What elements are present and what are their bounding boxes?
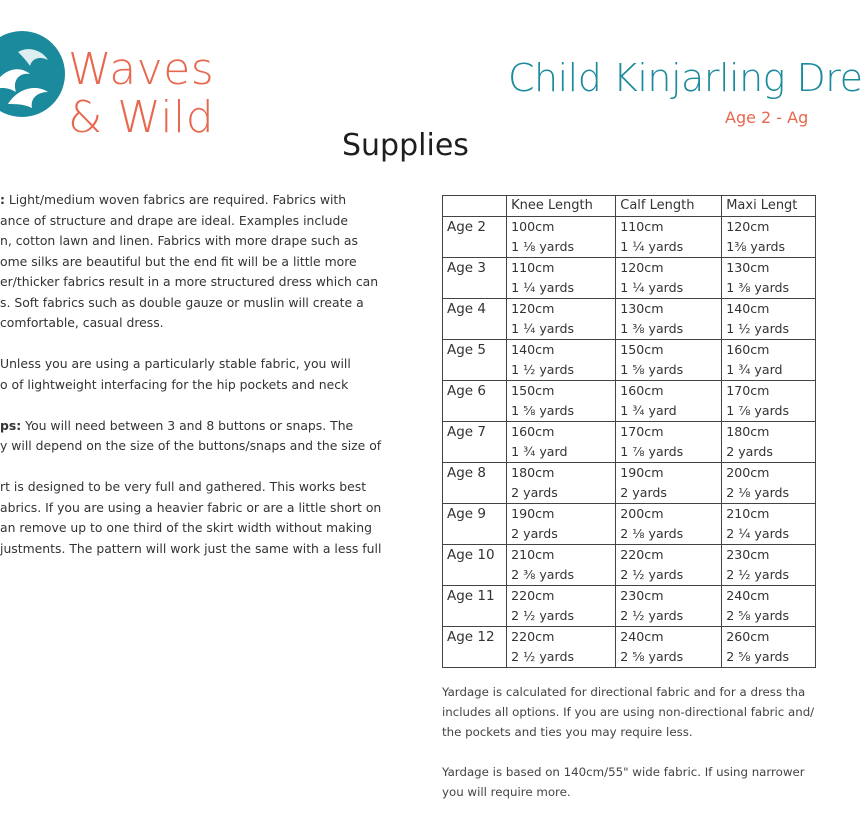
yardage-table bbox=[442, 195, 816, 668]
yardage-imperial: 1 ¾ yard bbox=[511, 444, 568, 459]
yardage-metric: 150cm bbox=[620, 342, 664, 357]
yardage-metric: 170cm bbox=[726, 383, 770, 398]
yardage-imperial: 1⅜ yards bbox=[726, 239, 786, 254]
yardage-metric: 120cm bbox=[726, 219, 770, 234]
yardage-imperial: 1 ⅜ yards bbox=[726, 280, 790, 295]
yardage-cell bbox=[507, 463, 616, 504]
yardage-metric: 140cm bbox=[511, 342, 555, 357]
table-row bbox=[443, 299, 816, 340]
brand-line-2: & Wild bbox=[68, 92, 215, 143]
yardage-cell bbox=[616, 586, 722, 627]
note-line: ome silks are beautiful but the end fit will be a little more bbox=[0, 253, 357, 269]
yardage-cell bbox=[507, 258, 616, 299]
age-cell: Age 6 bbox=[443, 381, 507, 422]
yardage-cell bbox=[507, 381, 616, 422]
brand-name bbox=[68, 46, 214, 142]
note-buttons-label: ps: bbox=[0, 417, 22, 433]
yardage-metric: 240cm bbox=[620, 629, 664, 644]
yardage-metric: 140cm bbox=[726, 301, 770, 316]
footnotes bbox=[442, 682, 816, 822]
table-row bbox=[443, 586, 816, 627]
yardage-cell bbox=[616, 422, 722, 463]
yardage-imperial: 2 ⅝ yards bbox=[726, 608, 790, 623]
age-cell: Age 3 bbox=[443, 258, 507, 299]
yardage-metric: 200cm bbox=[620, 506, 664, 521]
section-title: Supplies bbox=[342, 128, 469, 163]
yardage-metric: 230cm bbox=[620, 588, 664, 603]
yardage-metric: 160cm bbox=[726, 342, 770, 357]
yardage-metric: 260cm bbox=[726, 629, 770, 644]
header-knee-length: Knee Length bbox=[507, 196, 616, 217]
yardage-cell bbox=[722, 381, 816, 422]
note-line: s. Soft fabrics such as double gauze or muslin will create a bbox=[0, 294, 364, 310]
table-row bbox=[443, 258, 816, 299]
age-range: Age 2 - Ag bbox=[725, 108, 809, 127]
yardage-imperial: 1 ¼ yards bbox=[620, 239, 684, 254]
wave-logo-icon bbox=[0, 30, 66, 118]
yardage-metric: 190cm bbox=[620, 465, 664, 480]
pattern-title: Child Kinjarling Dre bbox=[508, 56, 862, 100]
yardage-imperial: 1 ¾ yard bbox=[620, 403, 677, 418]
yardage-cell bbox=[616, 340, 722, 381]
yardage-metric: 220cm bbox=[511, 629, 555, 644]
yardage-cell bbox=[616, 258, 722, 299]
yardage-imperial: 2 ½ yards bbox=[511, 649, 575, 664]
footnote-line: you will require more. bbox=[442, 785, 571, 799]
yardage-cell bbox=[616, 463, 722, 504]
yardage-cell bbox=[507, 545, 616, 586]
yardage-metric: 110cm bbox=[620, 219, 664, 234]
yardage-cell bbox=[616, 627, 722, 668]
table-row bbox=[443, 340, 816, 381]
yardage-imperial: 2 yards bbox=[620, 485, 667, 500]
note-buttons bbox=[0, 416, 400, 457]
yardage-metric: 160cm bbox=[511, 424, 555, 439]
note-line: Light/medium woven fabrics are required. Fabrics with bbox=[4, 192, 347, 207]
yardage-cell bbox=[507, 217, 616, 258]
header-maxi-length: Maxi Lengt bbox=[722, 196, 816, 217]
yardage-metric: 180cm bbox=[726, 424, 770, 439]
yardage-cell bbox=[507, 340, 616, 381]
note-skirt bbox=[0, 477, 400, 559]
yardage-table-wrap bbox=[442, 195, 816, 668]
yardage-imperial: 2 ⅜ yards bbox=[511, 567, 575, 582]
yardage-imperial: 2 ⅝ yards bbox=[726, 649, 790, 664]
note-line: ance of structure and drape are ideal. Examples include bbox=[0, 212, 348, 228]
yardage-imperial: 1 ¼ yards bbox=[511, 321, 575, 336]
note-interfacing bbox=[0, 354, 400, 395]
age-cell: Age 4 bbox=[443, 299, 507, 340]
yardage-imperial: 1 ½ yards bbox=[511, 362, 575, 377]
note-line: n, cotton lawn and linen. Fabrics with more drape such as bbox=[0, 233, 358, 248]
age-cell: Age 12 bbox=[443, 627, 507, 668]
yardage-metric: 190cm bbox=[511, 506, 555, 521]
yardage-cell bbox=[616, 381, 722, 422]
yardage-cell bbox=[507, 627, 616, 668]
yardage-metric: 130cm bbox=[726, 260, 770, 275]
footnote-line: Yardage is calculated for directional fabric and for a dress tha bbox=[442, 685, 806, 699]
yardage-cell bbox=[616, 504, 722, 545]
yardage-imperial: 1 ⅜ yards bbox=[620, 321, 684, 336]
yardage-cell bbox=[507, 299, 616, 340]
yardage-imperial: 1 ¾ yard bbox=[726, 362, 783, 377]
yardage-imperial: 2 ¼ yards bbox=[726, 526, 790, 541]
note-line: rt is designed to be very full and gathered. This works best bbox=[0, 479, 367, 494]
yardage-cell bbox=[507, 504, 616, 545]
age-cell: Age 2 bbox=[443, 217, 507, 258]
note-line: y will depend on the size of the buttons/snaps and the size of bbox=[0, 438, 382, 453]
yardage-imperial: 1 ¼ yards bbox=[620, 280, 684, 295]
table-row bbox=[443, 422, 816, 463]
yardage-metric: 110cm bbox=[511, 260, 555, 275]
footnote-directional bbox=[442, 682, 816, 742]
yardage-imperial: 1 ⅝ yards bbox=[620, 362, 684, 377]
footnote-line: includes all options. If you are using non-directional fabric and/ bbox=[442, 705, 815, 719]
age-cell: Age 11 bbox=[443, 586, 507, 627]
yardage-cell bbox=[616, 299, 722, 340]
footnote-line: the pockets and ties you may require less. bbox=[442, 725, 693, 739]
table-row bbox=[443, 217, 816, 258]
yardage-metric: 220cm bbox=[511, 588, 555, 603]
note-line: er/thicker fabrics result in a more structured dress which can bbox=[0, 274, 379, 289]
table-row bbox=[443, 504, 816, 545]
yardage-imperial: 1 ½ yards bbox=[726, 321, 790, 336]
yardage-cell bbox=[722, 340, 816, 381]
header-calf-length: Calf Length bbox=[616, 196, 722, 217]
yardage-imperial: 2 ⅝ yards bbox=[620, 649, 684, 664]
yardage-metric: 150cm bbox=[511, 383, 555, 398]
yardage-imperial: 2 ⅛ yards bbox=[620, 526, 684, 541]
footnote-width bbox=[442, 762, 816, 802]
brand-line-1: Waves bbox=[68, 44, 215, 95]
yardage-cell bbox=[616, 217, 722, 258]
note-line: comfortable, casual dress. bbox=[0, 315, 164, 330]
age-cell: Age 8 bbox=[443, 463, 507, 504]
table-header-row bbox=[443, 196, 816, 217]
note-line: You will need between 3 and 8 buttons or snaps. The bbox=[21, 417, 354, 433]
yardage-metric: 240cm bbox=[726, 588, 770, 603]
note-line: o of lightweight interfacing for the hip pockets and neck bbox=[0, 376, 349, 392]
yardage-imperial: 2 ½ yards bbox=[620, 567, 684, 582]
yardage-metric: 160cm bbox=[620, 383, 664, 398]
yardage-imperial: 1 ⅞ yards bbox=[726, 403, 790, 418]
table-body bbox=[443, 217, 816, 668]
yardage-cell bbox=[722, 299, 816, 340]
note-fabric bbox=[0, 190, 400, 334]
yardage-cell bbox=[507, 422, 616, 463]
yardage-imperial: 2 ½ yards bbox=[511, 608, 575, 623]
yardage-cell bbox=[507, 586, 616, 627]
note-line: Unless you are using a particularly stable fabric, you will bbox=[0, 356, 351, 371]
yardage-metric: 130cm bbox=[620, 301, 664, 316]
yardage-metric: 220cm bbox=[620, 547, 664, 562]
note-fabric-label: : bbox=[0, 192, 5, 207]
yardage-imperial: 1 ⅞ yards bbox=[620, 444, 684, 459]
yardage-cell bbox=[722, 217, 816, 258]
yardage-imperial: 2 yards bbox=[511, 526, 558, 541]
yardage-imperial: 1 ¼ yards bbox=[511, 280, 575, 295]
yardage-cell bbox=[616, 545, 722, 586]
yardage-metric: 120cm bbox=[620, 260, 664, 275]
yardage-metric: 180cm bbox=[511, 465, 555, 480]
yardage-cell bbox=[722, 258, 816, 299]
yardage-metric: 120cm bbox=[511, 301, 555, 316]
note-line: abrics. If you are using a heavier fabric or are a little short on bbox=[0, 499, 382, 515]
table-row bbox=[443, 463, 816, 504]
table-row bbox=[443, 545, 816, 586]
yardage-cell bbox=[722, 627, 816, 668]
footnote-line: Yardage is based on 140cm/55" wide fabric. If using narrower bbox=[442, 765, 805, 779]
yardage-metric: 230cm bbox=[726, 547, 770, 562]
yardage-metric: 170cm bbox=[620, 424, 664, 439]
table-row bbox=[443, 381, 816, 422]
yardage-metric: 210cm bbox=[511, 547, 555, 562]
yardage-imperial: 2 yards bbox=[726, 444, 773, 459]
yardage-imperial: 2 ½ yards bbox=[726, 567, 790, 582]
age-cell: Age 10 bbox=[443, 545, 507, 586]
yardage-imperial: 2 ½ yards bbox=[620, 608, 684, 623]
supply-notes bbox=[0, 190, 400, 580]
yardage-metric: 210cm bbox=[726, 506, 770, 521]
yardage-metric: 100cm bbox=[511, 219, 555, 234]
note-line: justments. The pattern will work just the same with a less full bbox=[0, 540, 382, 556]
yardage-cell bbox=[722, 586, 816, 627]
header-blank bbox=[443, 196, 507, 217]
table-row bbox=[443, 627, 816, 668]
yardage-cell bbox=[722, 422, 816, 463]
age-cell: Age 9 bbox=[443, 504, 507, 545]
yardage-cell bbox=[722, 463, 816, 504]
age-cell: Age 5 bbox=[443, 340, 507, 381]
yardage-imperial: 1 ⅛ yards bbox=[511, 239, 575, 254]
yardage-imperial: 2 ⅛ yards bbox=[726, 485, 790, 500]
yardage-cell bbox=[722, 504, 816, 545]
yardage-metric: 200cm bbox=[726, 465, 770, 480]
brand-logo bbox=[0, 18, 240, 143]
yardage-imperial: 2 yards bbox=[511, 485, 558, 500]
age-cell: Age 7 bbox=[443, 422, 507, 463]
yardage-imperial: 1 ⅝ yards bbox=[511, 403, 575, 418]
yardage-cell bbox=[722, 545, 816, 586]
note-line: an remove up to one third of the skirt width without making bbox=[0, 520, 372, 535]
